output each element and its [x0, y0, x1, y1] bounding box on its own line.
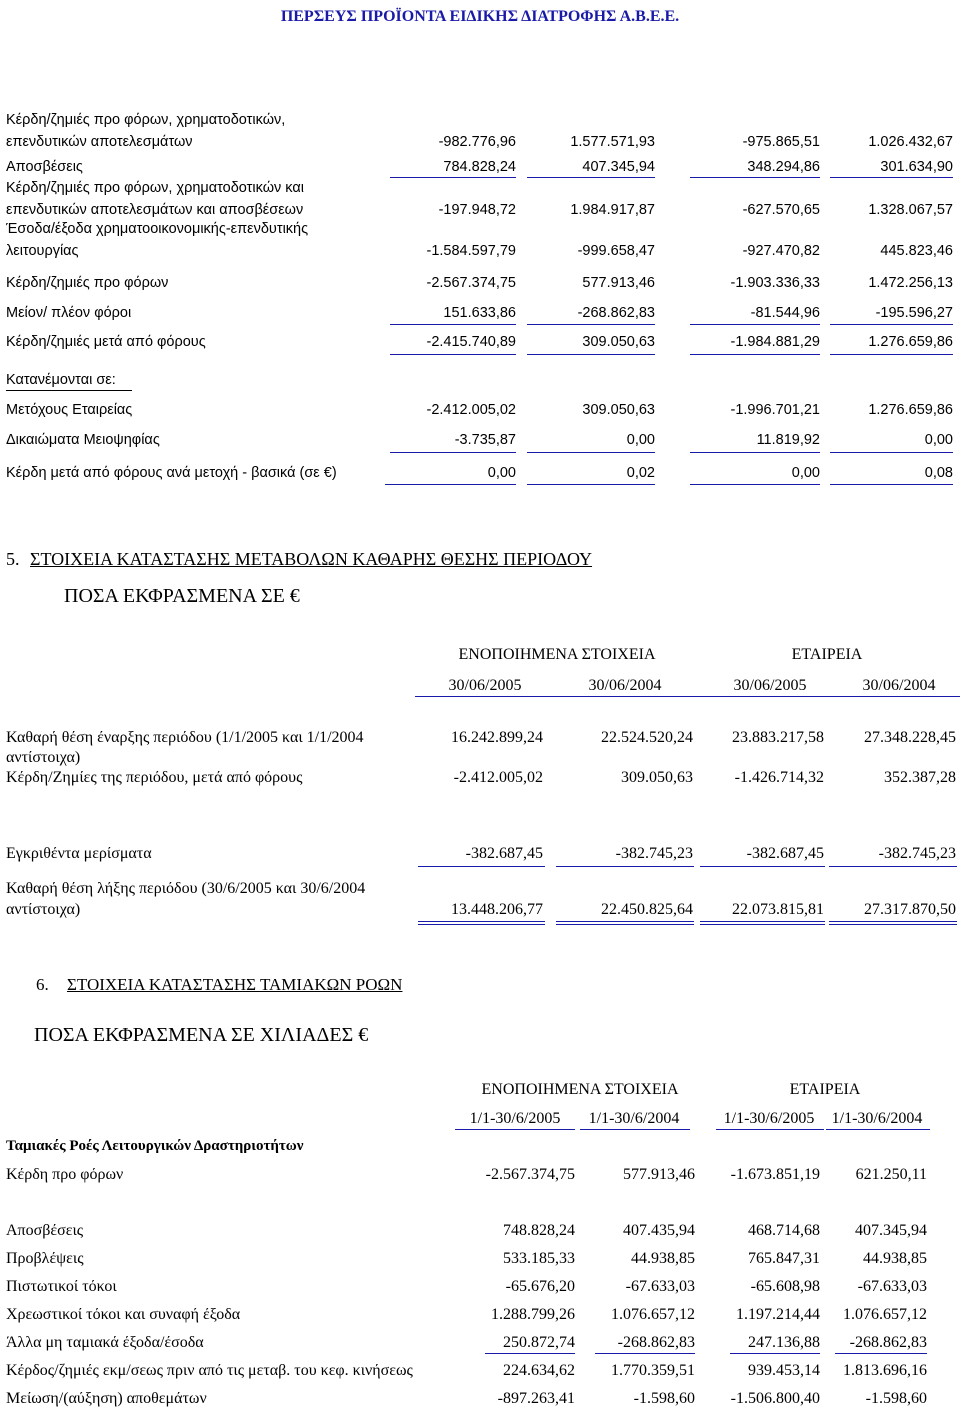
value-cell: 44.938,85	[863, 1250, 927, 1267]
row-label: Καθαρή θέση λήξης περιόδου (30/6/2005 και 30/6/2004	[6, 880, 366, 897]
sum-rule	[829, 866, 957, 867]
value-cell: 224.634,62	[503, 1362, 575, 1379]
value-cell: 13.448.206,77	[451, 901, 543, 918]
value-cell: 151.633,86	[443, 305, 516, 321]
amounts-label: ΠΟΣΑ ΕΚΦΡΑΣΜΕΝΑ ΣΕ ΧΙΛΙΑΔΕΣ €	[34, 1024, 369, 1046]
sum-rule	[700, 866, 825, 867]
value-cell: 352.387,28	[884, 769, 956, 786]
row-label: Κέρδη/ζημιές προ φόρων	[6, 275, 169, 291]
value-cell: 27.348.228,45	[864, 729, 956, 746]
value-cell: 1.577.571,93	[570, 134, 655, 150]
value-cell: -2.412.005,02	[453, 769, 543, 786]
value-cell: 0,08	[924, 465, 953, 481]
value-cell: -1.996.701,21	[730, 402, 820, 418]
value-cell: -268.862,83	[849, 1334, 927, 1351]
value-cell: 11.819,92	[756, 432, 820, 448]
sum-rule	[390, 354, 516, 355]
row-label: Κέρδη/ζημιές προ φόρων, χρηματοδοτικών και	[6, 180, 304, 196]
value-cell: 748.828,24	[503, 1222, 575, 1239]
row-label: Μετόχους Εταιρείας	[6, 402, 133, 418]
group-header: ΕΝΟΠΟΙΗΜΕΝΑ ΣΤΟΙΧΕΙΑ	[481, 1081, 679, 1098]
header-rule	[455, 1129, 575, 1130]
column-header: 30/06/2004	[862, 677, 936, 694]
value-cell: 0,00	[487, 465, 516, 481]
row-label: λειτουργίας	[6, 243, 79, 259]
sum-rule	[390, 177, 516, 178]
label-underline	[6, 390, 132, 391]
value-cell: 407.435,94	[623, 1222, 695, 1239]
value-cell: -382.687,45	[746, 845, 824, 862]
section-heading: ΣΤΟΙΧΕΙΑ ΚΑΤΑΣΤΑΣΗΣ ΤΑΜΙΑΚΩΝ ΡΟΩΝ	[67, 975, 403, 994]
distributed-label: Κατανέμονται σε:	[6, 372, 116, 388]
row-label: Αποσβέσεις	[6, 159, 83, 175]
value-cell: -2.415.740,89	[426, 334, 516, 350]
value-cell: 0,00	[924, 432, 953, 448]
column-header: 30/06/2005	[448, 677, 522, 694]
value-cell: -975.865,51	[742, 134, 820, 150]
value-cell: -1.984.881,29	[730, 334, 820, 350]
sum-rule	[418, 866, 545, 867]
value-cell: -2.412.005,02	[426, 402, 516, 418]
value-cell: -1.584.597,79	[426, 243, 516, 259]
row-label: Προβλέψεις	[6, 1250, 84, 1267]
value-cell: 0,00	[626, 432, 655, 448]
value-cell: 44.938,85	[631, 1250, 695, 1267]
sum-rule	[730, 1353, 820, 1354]
sum-rule	[527, 324, 655, 325]
sum-rule	[595, 1353, 695, 1354]
value-cell: 939.453,14	[748, 1362, 820, 1379]
row-label: Κέρδη προ φόρων	[6, 1166, 124, 1183]
column-header: 30/06/2004	[588, 677, 662, 694]
value-cell: 445.823,46	[880, 243, 953, 259]
value-cell: 1.276.659,86	[868, 402, 953, 418]
sum-rule	[390, 452, 516, 453]
row-label: Κέρδος/ζημιές εκμ/σεως πριν από τις μεταβ. του κεφ. κινήσεως	[6, 1362, 413, 1379]
value-cell: -197.948,72	[438, 202, 516, 218]
row-label: Μείωση/(αύξηση) αποθεμάτων	[6, 1390, 207, 1407]
sum-rule	[835, 1353, 927, 1354]
group-header: ΕΤΑΙΡΕΙΑ	[789, 1081, 861, 1098]
value-cell: 309.050,63	[582, 334, 655, 350]
value-cell: 407.345,94	[582, 159, 655, 175]
value-cell: 1.076.657,12	[843, 1306, 927, 1323]
sum-rule	[829, 924, 957, 925]
value-cell: 1.076.657,12	[611, 1306, 695, 1323]
value-cell: -627.570,65	[742, 202, 820, 218]
value-cell: 784.828,24	[443, 159, 516, 175]
value-cell: -195.596,27	[875, 305, 953, 321]
value-cell: -65.608,98	[750, 1278, 820, 1295]
section-title	[6, 549, 592, 570]
value-cell: 1.770.359,51	[611, 1362, 695, 1379]
value-cell: -897.263,41	[497, 1390, 575, 1407]
group-header: ΕΤΑΙΡΕΙΑ	[791, 646, 863, 663]
value-cell: -268.862,83	[617, 1334, 695, 1351]
value-cell: 1.276.659,86	[868, 334, 953, 350]
row-label: Αποσβέσεις	[6, 1222, 84, 1239]
sum-rule	[830, 452, 953, 453]
value-cell: -65.676,20	[505, 1278, 575, 1295]
sum-rule	[485, 1353, 575, 1354]
value-cell: -927.470,82	[742, 243, 820, 259]
value-cell: 1.026.432,67	[868, 134, 953, 150]
value-cell: 1.813.696,16	[843, 1362, 927, 1379]
sum-rule	[556, 921, 694, 922]
header-rule	[580, 1129, 690, 1130]
value-cell: 0,00	[791, 465, 820, 481]
sum-rule	[830, 484, 953, 485]
value-cell: 1.984.917,87	[570, 202, 655, 218]
section-number: 6.	[36, 975, 49, 994]
sum-rule	[690, 484, 820, 485]
sum-rule	[527, 354, 655, 355]
value-cell: 577.913,46	[582, 275, 655, 291]
value-cell: 407.345,94	[855, 1222, 927, 1239]
value-cell: 0,02	[626, 465, 655, 481]
row-label: Χρεωστικοί τόκοι και συναφή έξοδα	[6, 1306, 241, 1323]
row-label: Κέρδη/ζημιές μετά από φόρους	[6, 334, 206, 350]
value-cell: -81.544,96	[750, 305, 820, 321]
column-header: 1/1-30/6/2004	[588, 1110, 680, 1127]
header-rule	[716, 1129, 824, 1130]
sum-rule	[556, 924, 694, 925]
value-cell: -67.633,03	[857, 1278, 927, 1295]
value-cell: 22.450.825,64	[601, 901, 693, 918]
sum-rule	[700, 921, 825, 922]
value-cell: -382.687,45	[465, 845, 543, 862]
column-header: 30/06/2005	[733, 677, 807, 694]
value-cell: 621.250,11	[855, 1166, 927, 1183]
sum-rule	[830, 324, 953, 325]
column-header: 1/1-30/6/2005	[723, 1110, 815, 1127]
value-cell: -1.598,60	[865, 1390, 927, 1407]
row-label: Κέρδη/ζημιές προ φόρων, χρηματοδοτικών,	[6, 112, 286, 128]
sum-rule	[690, 354, 820, 355]
row-label: Καθαρή θέση έναρξης περιόδου (1/1/2005 και 1/1/2004	[6, 729, 364, 746]
value-cell: 577.913,46	[623, 1166, 695, 1183]
value-cell: -982.776,96	[438, 134, 516, 150]
subheading: Ταμιακές Ροές Λειτουργικών Δραστηριοτήτων	[6, 1138, 304, 1154]
value-cell: 247.136,88	[748, 1334, 820, 1351]
row-label: Πιστωτικοί τόκοι	[6, 1278, 117, 1295]
value-cell: 23.883.217,58	[732, 729, 824, 746]
value-cell: -1.598,60	[633, 1390, 695, 1407]
group-header: ΕΝΟΠΟΙΗΜΕΝΑ ΣΤΟΙΧΕΙΑ	[458, 646, 656, 663]
sum-rule	[418, 924, 545, 925]
value-cell: 22.524.520,24	[601, 729, 693, 746]
sum-rule	[690, 177, 820, 178]
value-cell: -3.735,87	[454, 432, 516, 448]
sum-rule	[390, 324, 516, 325]
value-cell: 348.294,86	[747, 159, 820, 175]
value-cell: 1.288.799,26	[491, 1306, 575, 1323]
row-label: Έσοδα/έξοδα χρηματοοικονομικής-επενδυτικής	[6, 221, 309, 237]
header-rule	[415, 696, 960, 697]
value-cell: 16.242.899,24	[451, 729, 543, 746]
amounts-label: ΠΟΣΑ ΕΚΦΡΑΣΜΕΝΑ ΣΕ €	[64, 585, 300, 607]
value-cell: 309.050,63	[582, 402, 655, 418]
value-cell: 1.472.256,13	[868, 275, 953, 291]
row-label: Εγκριθέντα μερίσματα	[6, 845, 152, 862]
value-cell: -67.633,03	[625, 1278, 695, 1295]
value-cell: -999.658,47	[577, 243, 655, 259]
sum-rule	[527, 484, 655, 485]
sum-rule	[385, 484, 516, 485]
company-header: ΠΕΡΣΕΥΣ ΠΡΟΪΟΝΤΑ ΕΙΔΙΚΗΣ ΔΙΑΤΡΟΦΗΣ Α.Β.Ε.Ε.	[280, 8, 680, 25]
sum-rule	[527, 452, 655, 453]
value-cell: -2.567.374,75	[485, 1166, 575, 1183]
value-cell: -2.567.374,75	[426, 275, 516, 291]
row-label: Κέρδη μετά από φόρους ανά μετοχή - βασικά (σε €)	[6, 465, 337, 481]
sum-rule	[690, 452, 820, 453]
value-cell: -1.426.714,32	[734, 769, 824, 786]
value-cell: -382.745,23	[878, 845, 956, 862]
value-cell: 468.714,68	[748, 1222, 820, 1239]
value-cell: 1.328.067,57	[868, 202, 953, 218]
row-label: Άλλα μη ταμιακά έξοδα/έσοδα	[6, 1334, 204, 1351]
section-title	[36, 975, 402, 995]
column-header: 1/1-30/6/2005	[469, 1110, 561, 1127]
sum-rule	[690, 324, 820, 325]
sum-rule	[830, 177, 953, 178]
sum-rule	[830, 354, 953, 355]
section-heading: ΣΤΟΙΧΕΙΑ ΚΑΤΑΣΤΑΣΗΣ ΜΕΤΑΒΟΛΩΝ ΚΑΘΑΡΗΣ ΘΕΣΗΣ ΠΕΡΙΟΔΟΥ	[30, 549, 593, 569]
value-cell: -1.673.851,19	[730, 1166, 820, 1183]
row-label: επενδυτικών αποτελεσμάτων και αποσβέσεων	[6, 202, 304, 218]
value-cell: 309.050,63	[621, 769, 693, 786]
value-cell: 765.847,31	[748, 1250, 820, 1267]
value-cell: 533.185,33	[503, 1250, 575, 1267]
sum-rule	[527, 177, 655, 178]
row-label: αντίστοιχα)	[6, 901, 81, 918]
section-number: 5.	[6, 549, 20, 569]
sum-rule	[556, 866, 694, 867]
sum-rule	[829, 921, 957, 922]
sum-rule	[700, 924, 825, 925]
header-rule	[826, 1129, 930, 1130]
row-label: αντίστοιχα)	[6, 749, 81, 766]
value-cell: 27.317.870,50	[864, 901, 956, 918]
row-label: Δικαιώματα Μειοψηφίας	[6, 432, 160, 448]
value-cell: -382.745,23	[615, 845, 693, 862]
value-cell: 1.197.214,44	[736, 1306, 820, 1323]
value-cell: -268.862,83	[577, 305, 655, 321]
value-cell: 22.073.815,81	[732, 901, 824, 918]
value-cell: 301.634,90	[880, 159, 953, 175]
column-header: 1/1-30/6/2004	[831, 1110, 923, 1127]
value-cell: 250.872,74	[503, 1334, 575, 1351]
row-label: Κέρδη/Ζημίες της περιόδου, μετά από φόρους	[6, 769, 303, 786]
value-cell: -1.506.800,40	[730, 1390, 820, 1407]
value-cell: -1.903.336,33	[730, 275, 820, 291]
row-label: Μείον/ πλέον φόροι	[6, 305, 132, 321]
sum-rule	[418, 921, 545, 922]
row-label: επενδυτικών αποτελεσμάτων	[6, 134, 193, 150]
